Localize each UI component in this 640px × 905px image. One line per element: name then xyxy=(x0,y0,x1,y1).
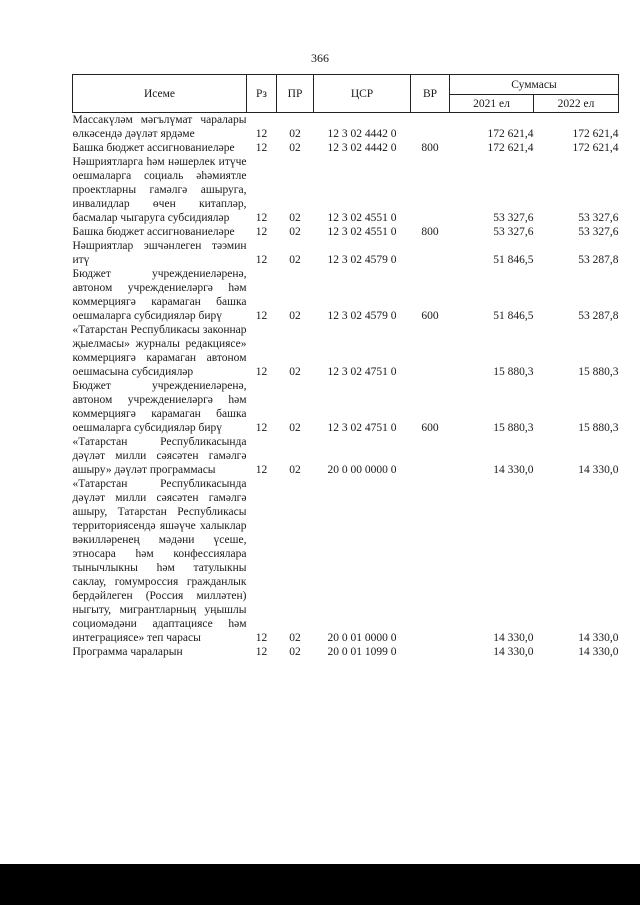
row-2021: 14 330,0 xyxy=(493,646,534,658)
row-csr: 12 3 02 4442 0 xyxy=(327,142,397,154)
row-rz: 12 xyxy=(255,226,268,238)
row-name: Массакүләм мәгълүмат чаралары өлкәсендә дәүләт ярдәме xyxy=(72,114,247,140)
row-pr: 02 xyxy=(289,366,301,378)
table-row xyxy=(73,645,619,659)
row-rz: 12 xyxy=(255,128,268,140)
table-row xyxy=(73,141,619,155)
table-row xyxy=(73,113,619,142)
row-rz: 12 xyxy=(255,646,268,658)
row-2021: 14 330,0 xyxy=(493,464,534,476)
row-vr: 600 xyxy=(421,422,439,434)
table-row xyxy=(73,267,619,323)
row-name: Башка бюджет ассигнованиеләре xyxy=(72,226,235,238)
row-vr xyxy=(411,155,450,225)
row-2022: 53 327,6 xyxy=(578,212,619,224)
header-vr: ВР xyxy=(411,75,450,113)
header-2021: 2021 ел xyxy=(450,95,534,113)
table-row xyxy=(73,435,619,477)
row-2022: 172 621,4 xyxy=(572,128,619,140)
row-pr: 02 xyxy=(289,310,301,322)
row-rz: 12 xyxy=(255,142,268,154)
table-row xyxy=(73,323,619,379)
row-2022: 53 287,8 xyxy=(578,254,619,266)
row-pr: 02 xyxy=(289,142,301,154)
row-csr: 12 3 02 4751 0 xyxy=(327,366,397,378)
header-sum: Суммасы xyxy=(450,75,619,95)
row-2022: 14 330,0 xyxy=(578,632,619,644)
row-2022: 172 621,4 xyxy=(572,142,619,154)
row-2022: 14 330,0 xyxy=(578,646,619,658)
row-rz: 12 xyxy=(255,212,268,224)
row-pr: 02 xyxy=(289,212,301,224)
row-name: Бюджет учреждениеләренә, автоном учреждениеләргә һәм коммерциягә карамаган башка оешмаларга субсидияләр бирү xyxy=(72,380,247,434)
row-vr xyxy=(411,645,450,659)
row-vr xyxy=(411,323,450,379)
row-2021: 51 846,5 xyxy=(493,310,534,322)
row-name: «Татарстан Республикасында дәүләт милли сәясәтен гамәлгә ашыру» дәүләт программасы xyxy=(72,436,247,476)
row-vr: 800 xyxy=(421,142,439,154)
header-csr: ЦСР xyxy=(314,75,411,113)
row-name: Нәшриятлар эшчәнлеген тәэмин итү xyxy=(72,240,247,266)
row-vr: 600 xyxy=(421,310,439,322)
header-rz: Рз xyxy=(247,75,277,113)
row-rz: 12 xyxy=(255,254,268,266)
row-pr: 02 xyxy=(289,128,301,140)
row-rz: 12 xyxy=(255,422,268,434)
row-name: «Татарстан Республикасында дәүләт милли сәясәтен гамәлгә ашыру, Татарстан Республикасы территориясендә яшәүче халыклар вәкилләренең мәдәни үсеше, этносара һәм конфессиялара тынычлыкны һәм татулыкны саклау, гомумроссия гражданлык бердәйлеген (Россия милләтен) ныгыту, мигрантларның уңышлы социомәдәни адаптациясе һәм интеграциясе» теп чарасы xyxy=(72,478,247,644)
row-pr: 02 xyxy=(289,422,301,434)
row-2022: 53 287,8 xyxy=(578,310,619,322)
row-name: Программа чараларын xyxy=(72,646,183,658)
row-2021: 172 621,4 xyxy=(487,128,534,140)
row-2021: 172 621,4 xyxy=(487,142,534,154)
row-2021: 15 880,3 xyxy=(493,422,534,434)
row-pr: 02 xyxy=(289,646,301,658)
row-csr: 20 0 01 0000 0 xyxy=(327,632,397,644)
row-csr: 20 0 00 0000 0 xyxy=(327,464,397,476)
row-rz: 12 xyxy=(255,366,268,378)
row-2021: 15 880,3 xyxy=(493,366,534,378)
row-vr: 800 xyxy=(421,226,439,238)
row-csr: 12 3 02 4579 0 xyxy=(327,254,397,266)
table-row xyxy=(73,477,619,645)
row-rz: 12 xyxy=(255,632,268,644)
row-pr: 02 xyxy=(289,464,301,476)
row-name: «Татарстан Республикасы законнар җыелмасы» журналы редакциясе» коммерциягә карамаган автоном оешмасына субсидияләр xyxy=(72,324,247,378)
header-pr: ПР xyxy=(277,75,314,113)
row-2021: 53 327,6 xyxy=(493,212,534,224)
row-pr: 02 xyxy=(289,632,301,644)
row-2022: 53 327,6 xyxy=(578,226,619,238)
table-row xyxy=(73,239,619,267)
row-pr: 02 xyxy=(289,226,301,238)
row-csr: 12 3 02 4442 0 xyxy=(327,128,397,140)
budget-table xyxy=(72,74,619,659)
row-name: Нәшриятларга һәм нәшерлек итүче оешмаларга социаль әһәмиятле проектларны гамәлгә ашыруга, инвалидлар өчен китапләр, басмалар чыгаруга субсидияләр xyxy=(72,156,247,224)
row-pr: 02 xyxy=(289,254,301,266)
row-2021: 14 330,0 xyxy=(493,632,534,644)
row-2022: 15 880,3 xyxy=(578,422,619,434)
page-number: 366 xyxy=(311,51,329,65)
row-rz: 12 xyxy=(255,464,268,476)
row-vr xyxy=(411,113,450,142)
row-2022: 15 880,3 xyxy=(578,366,619,378)
row-csr: 12 3 02 4579 0 xyxy=(327,310,397,322)
header-2022: 2022 ел xyxy=(534,95,619,113)
row-vr xyxy=(411,239,450,267)
row-name: Бюджет учреждениеләренә, автоном учреждениеләргә һәм коммерциягә карамаган башка оешмаларга субсидияләр бирү xyxy=(72,268,247,322)
row-name: Башка бюджет ассигнованиеләре xyxy=(72,142,235,154)
row-rz: 12 xyxy=(255,310,268,322)
table-row xyxy=(73,155,619,225)
row-vr xyxy=(411,435,450,477)
row-2022: 14 330,0 xyxy=(578,464,619,476)
table-row xyxy=(73,379,619,435)
row-csr: 12 3 02 4551 0 xyxy=(327,226,397,238)
table-row xyxy=(73,225,619,239)
row-2021: 51 846,5 xyxy=(493,254,534,266)
row-vr xyxy=(411,477,450,645)
row-csr: 12 3 02 4751 0 xyxy=(327,422,397,434)
header-name: Исеме xyxy=(73,75,247,113)
row-csr: 12 3 02 4551 0 xyxy=(327,212,397,224)
row-2021: 53 327,6 xyxy=(493,226,534,238)
scan-bottom-bar xyxy=(0,864,640,905)
row-csr: 20 0 01 1099 0 xyxy=(327,646,397,658)
